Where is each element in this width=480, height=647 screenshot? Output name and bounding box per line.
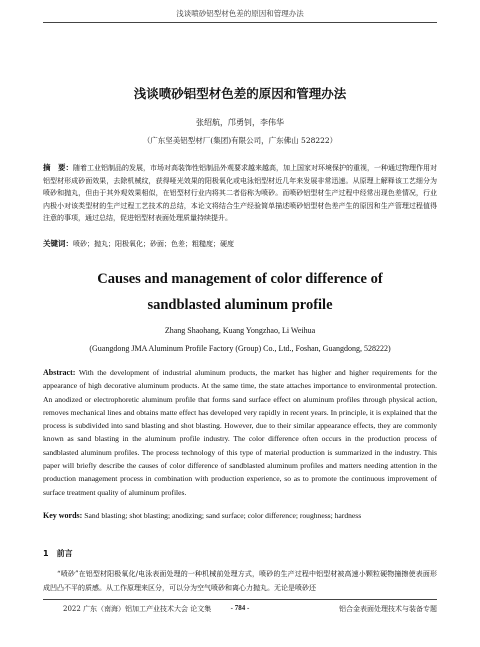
chinese-keywords-label: 关键词： [43,239,73,248]
english-abstract [43,366,437,499]
english-affiliation: (Guangdong JMA Aluminum Profile Factory (Group) Co., Ltd., Foshan, Guangdong, 528222) [89,344,391,353]
english-title: Causes and management of color difference of sandblasted aluminum profile [97,271,383,313]
running-header: 浅谈喷砂铝型材色差的原因和管理办法 [176,9,304,18]
section-body-text: “喷砂”在铝型材阳极氧化/电泳表面处理的一种机械前处理方式，喷砂的生产过程中铝型材被高速小颗粒硬物撞擦使表面形成凹凸不平的质感。从工作原理来区分，可以分为空气喷砂和离心力抛丸。无论是喷砂还 [43,570,437,592]
chinese-affiliation: （广东坚美铝型材厂(集团)有限公司，广东佛山 528222） [142,136,338,145]
footer-topic: 铝合金表面处理技术与装备专题 [339,605,437,613]
section-heading [43,548,73,559]
english-abstract-text: With the development of industrial aluminum products, the market has higher and higher requirements for the appearance of high decorative aluminum products. At the same time, the state attaches importance to environmental protection. An anodized or electrophoretic aluminum profile that forms sand surface effect on aluminum profiles through physical action, removes mechanical lines and obtains matte effect has developed very rapidly in recent years. In principle, it is explained that the process is subdivided into sand blasting and shot blasting. However, due to their similar appearance effects, they are commonly known as sand blasting in the aluminum profile industry. The color difference often occurs in the production process of sandblasted aluminum profiles. The process technology of this type of material production is summarized in the industry. This paper will briefly describe the causes of color difference of sandblasted aluminum profiles and matters needing attention in the production management process in combination with production experience, so as to promote the continuous improvement of surface treatment quality of aluminum profiles. [43,368,437,497]
section-number: 1 [43,549,49,558]
english-authors: Zhang Shaohang, Kuang Yongzhao, Li Weihua [164,326,316,335]
chinese-authors: 张绍航，邝勇钊，李伟华 [196,118,284,127]
english-keywords [43,511,437,520]
section-title: 前言 [56,549,73,558]
chinese-abstract [43,162,437,225]
footer-rule [43,599,437,600]
english-keywords-label: Key words: [43,511,83,520]
chinese-keywords-text: 喷砂；抛丸；阳极氧化；砂面；色差；粗糙度；硬度 [73,240,234,248]
header-rule [43,22,437,23]
chinese-abstract-label: 摘 要： [43,163,73,172]
footer-conference: 2022 广东（南海）铝加工产业技术大会 论文集 [63,605,212,613]
english-abstract-label: Abstract: [43,368,76,377]
chinese-keywords [43,238,437,249]
english-keywords-text: Sand blasting; shot blasting; anodizing; sand surface; color difference; roughness; hardness [84,511,362,520]
chinese-title: 浅谈喷砂铝型材色差的原因和管理办法 [133,86,347,101]
page-number: - 784 - [230,604,250,612]
chinese-abstract-text: 随着工业铝制品的发展，市场对高装饰性铝制品外观要求越来越高，加上国家对环境保护的重视，一种通过物理作用对铝型材形成砂面效果，去除机械纹，获得哑光效果的阳极氧化或电泳铝型材近几年来发展非常迅速。从原理上解释该工艺细分为喷砂和抛丸，但由于其外观效果相似，在铝型材行业内将其二者俗称为喷砂。而喷砂铝型材生产过程中经常出现色差情况，行业内极小对该类型材的生产过程工艺技术的总结，本论文将结合生产经验简单描述喷砂铝型材色差产生的原因和生产管理过程值得注意的事项，通过总结，促进铝型材表面处理质量持续提升。 [43,164,437,223]
